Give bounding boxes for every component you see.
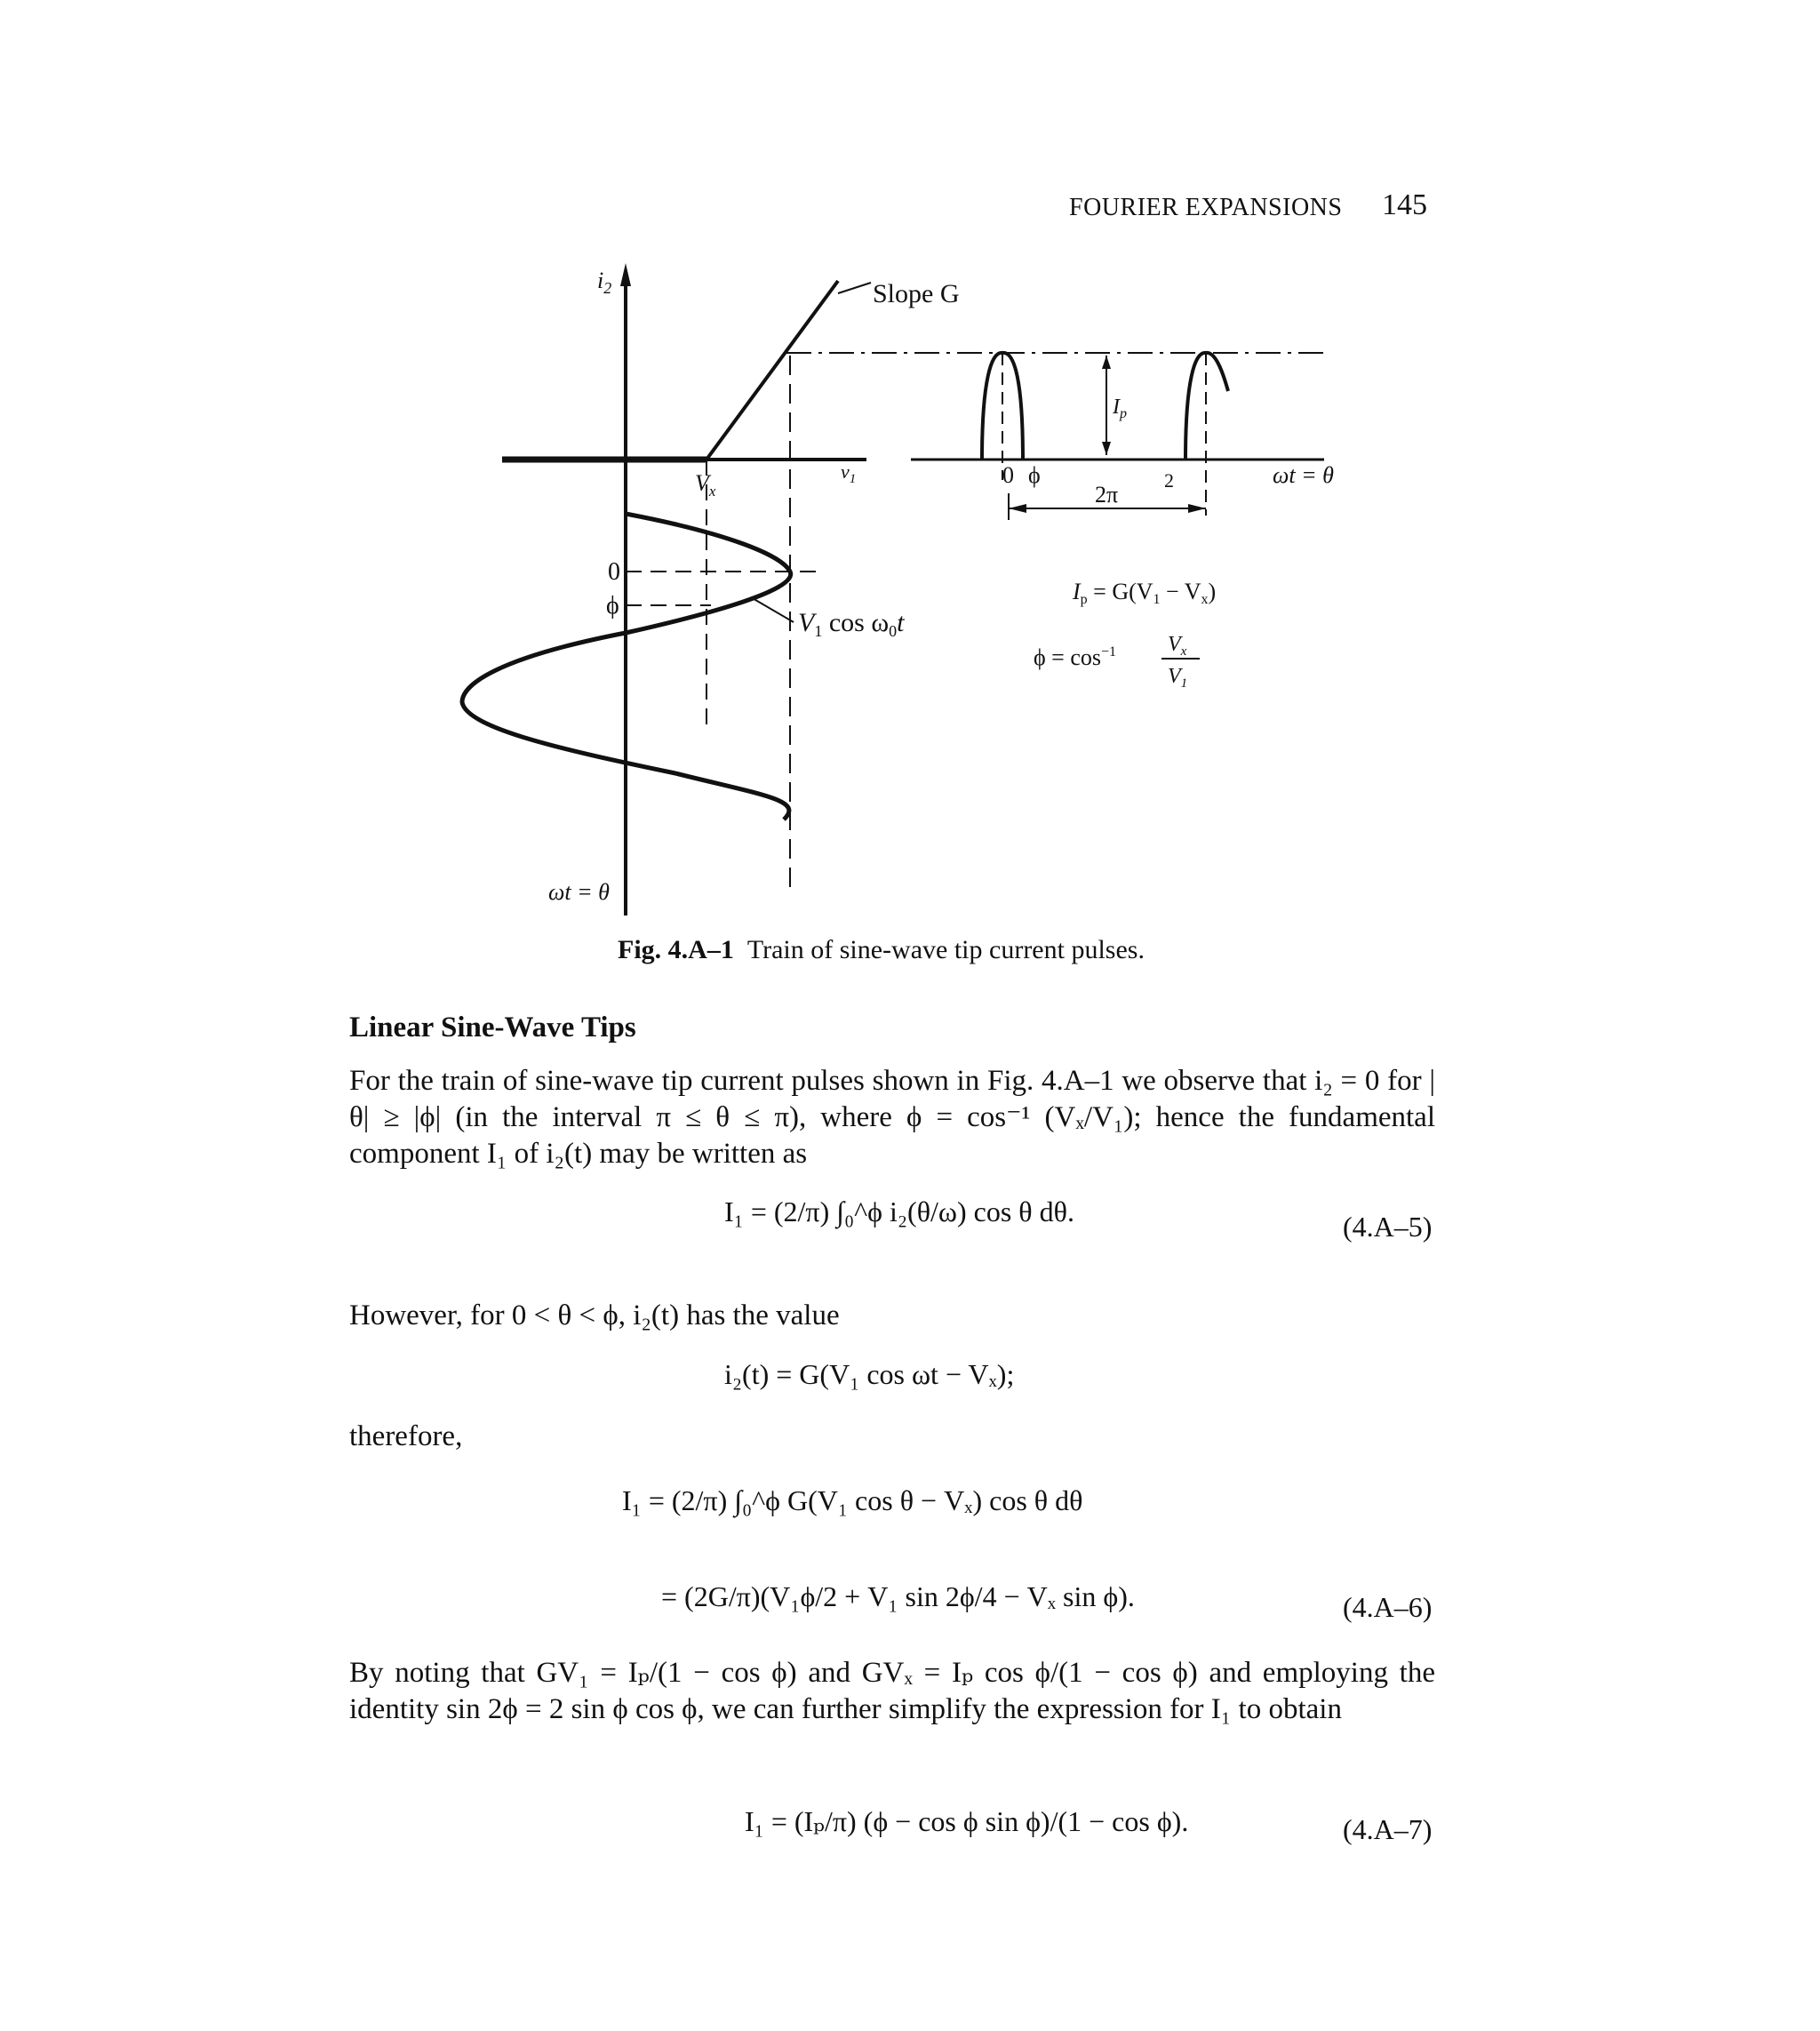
v1cos-pointer — [751, 597, 794, 622]
v1cos-label: $V_1$ $\cos \omega_0t$ — [798, 608, 905, 640]
equation-number-4a7: (4.A–7) — [1343, 1813, 1433, 1845]
zero-label-left: 0 — [608, 558, 620, 586]
equation-number-4a5: (4.A–5) — [1343, 1211, 1433, 1243]
phi-eq-denominator: $V_1$ — [1168, 665, 1188, 691]
phi-label-left: ϕ — [606, 592, 619, 620]
caption-label: Fig. 4.A–1 — [618, 935, 734, 964]
equation-4a5: I₁ = (2/π) ∫₀^ϕ i₂(θ/ω) cos θ dθ. — [724, 1195, 1074, 1227]
equation-number-4a6: (4.A–6) — [1343, 1591, 1433, 1623]
ip-arrow-down — [1102, 442, 1111, 455]
period-arrow-left — [1009, 504, 1026, 513]
vx-label: $V_x$ — [695, 470, 716, 500]
i2-label: $i_2$ — [597, 268, 612, 297]
page-number: 145 — [1382, 188, 1427, 221]
ip-equation: Ip = G(V1 − Vx) — [1073, 579, 1217, 607]
paragraph-4: By noting that GV₁ = Iₚ/(1 − cos ϕ) and GVₓ = Iₚ cos ϕ/(1 − cos ϕ) and employing the identity sin 2ϕ = 2 sin ϕ cos ϕ, we can further simplify the expression for I₁ to obtain — [349, 1657, 1435, 1725]
figure-4a1 — [0, 0, 1820, 924]
zero-label-right: 0 — [1002, 462, 1014, 488]
phi-label-right: ϕ — [1028, 462, 1041, 488]
period-arrow-right — [1188, 504, 1206, 513]
omega-t-theta-left: ωt = θ — [548, 879, 610, 905]
paragraph-1: For the train of sine-wave tip current pulses shown in Fig. 4.A–1 we observe that i₂ = 0 for |θ| ≥ |ϕ| (in the interval π ≤ θ ≤ π), where ϕ = cos⁻¹ (Vₓ/V₁); hence the fundamental component I₁ of i₂(t) may be written as — [349, 1065, 1435, 1170]
section-title: Linear Sine-Wave Tips — [349, 1012, 636, 1043]
ip-arrow-up — [1102, 356, 1111, 369]
phi-eq-numerator: $V_x$ — [1168, 633, 1187, 659]
two-label: 2 — [1164, 469, 1174, 492]
paragraph-2: However, for 0 < θ < ϕ, i₂(t) has the value — [349, 1299, 840, 1331]
slope-label: Slope G — [873, 279, 960, 308]
phi-equation: $\phi = \cos^{-1}$ — [1034, 644, 1117, 670]
running-header: FOURIER EXPANSIONS — [1069, 194, 1343, 221]
equation-i2: i₂(t) = G(V₁ cos ωt − Vₓ); — [724, 1358, 1015, 1390]
paragraph-3: therefore, — [349, 1420, 463, 1452]
two-pi-label: 2π — [1095, 482, 1119, 508]
ip-label: $I_p$ — [1113, 396, 1127, 421]
equation-4a6-line2: = (2G/π)(V₁ϕ/2 + V₁ sin 2ϕ/4 − Vₓ sin ϕ). — [661, 1580, 1135, 1612]
caption-text: Train of sine-wave tip current pulses. — [746, 935, 1145, 964]
omega-t-theta-right: ωt = θ — [1273, 462, 1334, 488]
figure-caption — [618, 935, 1145, 965]
equation-4a7: I₁ = (Iₚ/π) (ϕ − cos ϕ sin ϕ)/(1 − cos ϕ). — [745, 1805, 1189, 1837]
v1-label: $v_1$ — [841, 460, 857, 486]
slope-pointer — [838, 283, 871, 293]
characteristic-slope — [706, 281, 838, 460]
equation-4a6-line1: I₁ = (2/π) ∫₀^ϕ G(V₁ cos θ − Vₓ) cos θ dθ — [622, 1484, 1083, 1516]
i2-axis-arrow — [620, 263, 631, 286]
